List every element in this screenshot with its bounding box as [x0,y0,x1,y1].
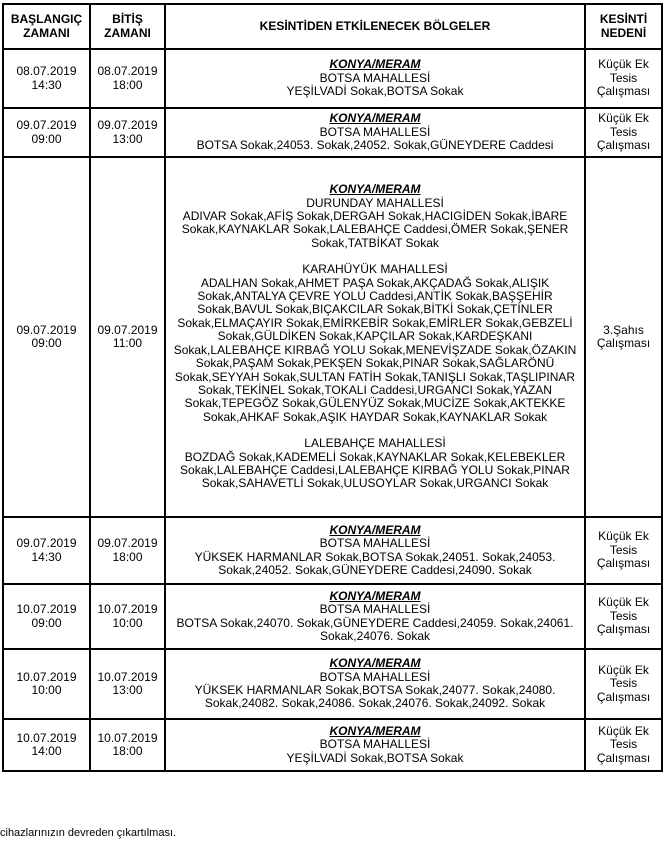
header-end-time: BİTİŞ ZAMANI [90,4,165,49]
province-label: KONYA/MERAM [329,588,421,603]
table-row [3,649,662,719]
province-label: KONYA/MERAM [329,57,421,72]
start-time-cell [3,719,90,771]
province-label: KONYA/MERAM [329,182,421,197]
end-time-cell [90,719,165,771]
province-label: KONYA/MERAM [329,656,421,671]
end-time-cell [90,49,165,108]
start-time-cell [3,649,90,719]
start-hour: 14:30 [31,549,62,564]
neighborhood-label: DURUNDAY MAHALLESİ [306,195,444,210]
start-date: 08.07.2019 [16,64,77,79]
neighborhood-label: KARAHÜYÜK MAHALLESİ [302,262,448,277]
neighborhood-label: LALEBAHÇE MAHALLESİ [304,436,446,451]
header-start-time: BAŞLANGIÇ ZAMANI [3,4,90,49]
streets-text: YÜKSEK HARMANLAR Sokak,BOTSA Sokak,24077. Sokak,24080. Sokak,24082. Sokak,24086. Sokak,24076. Sokak,24092. Sokak [194,683,556,711]
start-hour: 10:00 [31,683,62,697]
start-time-cell [3,108,90,157]
streets-text: BOZDAĞ Sokak,KADEMELİ Sokak,KAYNAKLAR Sokak,KELEBEKLER Sokak,LALEBAHÇE Caddesi,LALEBAHÇE KIRBAĞ YOLU Sokak,PINAR Sokak,SAHAVETLİ Sokak,ULUSOYLAR Sokak,URGANCI Sokak [180,449,570,491]
start-date: 09.07.2019 [16,322,77,337]
streets-text: YÜKSEK HARMANLAR Sokak,BOTSA Sokak,24051. Sokak,24053. Sokak,24052. Sokak,GÜNEYDERE Caddesi,24090. Sokak [194,549,556,577]
reason-cell: 3.Şahıs Çalışması [585,157,662,517]
province-label: KONYA/MERAM [329,723,421,738]
end-hour: 13:00 [112,683,143,697]
start-hour: 09:00 [31,131,62,146]
streets-text: ADIVAR Sokak,AFİŞ Sokak,DERGAH Sokak,HACIGİDEN Sokak,İBARE Sokak,KAYNAKLAR Sokak,LALEBAHÇE Caddesi,ÖMER Sokak,ŞENER Sokak,TATBİKAT Sokak [181,209,569,250]
table-row [3,108,662,157]
neighborhood-label: BOTSA MAHALLESİ [319,602,431,617]
end-hour: 10:00 [112,615,143,630]
neighborhood-label: BOTSA MAHALLESİ [319,536,431,551]
start-date: 10.07.2019 [16,602,77,617]
reason-cell: Küçük Ek Tesis Çalışması [585,49,662,108]
end-hour: 18:00 [112,77,143,92]
start-date: 10.07.2019 [16,730,77,745]
end-hour: 18:00 [112,744,143,758]
regions-cell [165,157,585,517]
outage-table [2,3,663,772]
end-time-cell [90,649,165,719]
end-time-cell [90,584,165,649]
start-time-cell [3,517,90,584]
start-hour: 14:00 [31,744,62,758]
neighborhood-label: BOTSA MAHALLESİ [319,737,431,752]
streets-text: BOTSA Sokak,24053. Sokak,24052. Sokak,GÜNEYDERE Caddesi [196,138,554,153]
start-hour: 14:30 [31,77,62,92]
regions-cell [165,49,585,108]
table-row [3,719,662,771]
reason-cell: Küçük Ek Tesis Çalışması [585,719,662,771]
streets-text: ADALHAN Sokak,AHMET PAŞA Sokak,AKÇADAĞ Sokak,ALIŞIK Sokak,ANTALYA ÇEVRE YOLU Caddesi,ANTİK Sokak,BAŞŞEHİR Sokak,BAVUL Sokak,BIÇAKCILAR Sokak,BİTKİ Sokak,ÇETİNLER Sokak,ELMAÇAYIR Sokak,EMİRKEBİR Sokak,EMİRLER Sokak,GEBZELİ Sokak,GÜLDİKEN Sokak,KAPÇILAR Sokak,KARDEŞKANI Sokak,LALEBAHÇE KIRBAĞ YOLU Sokak,MENEVİŞZADE Sokak,ÖZAKIN Sokak,PAŞAM Sokak,PEKŞEN Sokak,PINAR Sokak,SAĞLARÖNÜ Sokak,SEYYAH Sokak,SULTAN FATİH Sokak,TANIŞLI Sokak,TAŞLIPINAR Sokak,TEKİNEL Sokak,TOKALI Caddesi,URGANCI Sokak,YAZAN Sokak,TEPEGÖZ Sokak,GÜLENYÜZ Sokak,MUCİZE Sokak,AKTEKKE Sokak,AHKAF Sokak,AŞIK HAYDAR Sokak,KAYNAKLAR Sokak [173,275,577,424]
start-date: 09.07.2019 [16,118,77,133]
regions-cell [165,584,585,649]
end-time-cell [90,157,165,517]
start-time-cell [3,584,90,649]
header-outage-reason: KESİNTİ NEDENİ [585,4,662,49]
start-time-cell [3,157,90,517]
end-date: 09.07.2019 [97,118,158,133]
end-date: 10.07.2019 [97,730,158,745]
end-date: 09.07.2019 [97,322,158,337]
table-row [3,49,662,108]
end-time-cell [90,108,165,157]
end-hour: 18:00 [112,549,143,564]
start-date: 10.07.2019 [16,669,77,684]
table-row [3,157,662,517]
province-label: KONYA/MERAM [329,111,421,126]
neighborhood-label: BOTSA MAHALLESİ [319,70,431,85]
streets-text: YEŞİLVADİ Sokak,BOTSA Sokak [286,84,464,99]
header-affected-regions: KESİNTİDEN ETKİLENECEK BÖLGELER [165,4,585,49]
start-hour: 09:00 [31,336,62,350]
neighborhood-label: BOTSA MAHALLESİ [319,669,431,684]
regions-cell [165,108,585,157]
end-hour: 11:00 [112,336,143,350]
end-date: 08.07.2019 [97,64,158,79]
end-date: 10.07.2019 [97,602,158,617]
end-date: 09.07.2019 [97,536,158,551]
end-time-cell [90,517,165,584]
reason-cell: Küçük Ek Tesis Çalışması [585,108,662,157]
reason-cell: Küçük Ek Tesis Çalışması [585,649,662,719]
regions-cell [165,649,585,719]
table-row [3,517,662,584]
start-hour: 09:00 [31,615,62,630]
table-header-row [3,4,662,49]
start-time-cell [3,49,90,108]
end-hour: 13:00 [112,131,143,146]
footer-note: cihazlarınızın devreden çıkartılması. [0,827,177,839]
streets-text: YEŞİLVADİ Sokak,BOTSA Sokak [286,750,464,765]
reason-cell: Küçük Ek Tesis Çalışması [585,517,662,584]
start-date: 09.07.2019 [16,536,77,551]
regions-cell [165,517,585,584]
streets-text: BOTSA Sokak,24070. Sokak,GÜNEYDERE Caddesi,24059. Sokak,24061. Sokak,24076. Sokak [176,615,574,643]
table-row [3,584,662,649]
province-label: KONYA/MERAM [329,522,421,537]
end-date: 10.07.2019 [97,669,158,684]
reason-cell: Küçük Ek Tesis Çalışması [585,584,662,649]
neighborhood-label: BOTSA MAHALLESİ [319,124,431,139]
regions-cell [165,719,585,771]
